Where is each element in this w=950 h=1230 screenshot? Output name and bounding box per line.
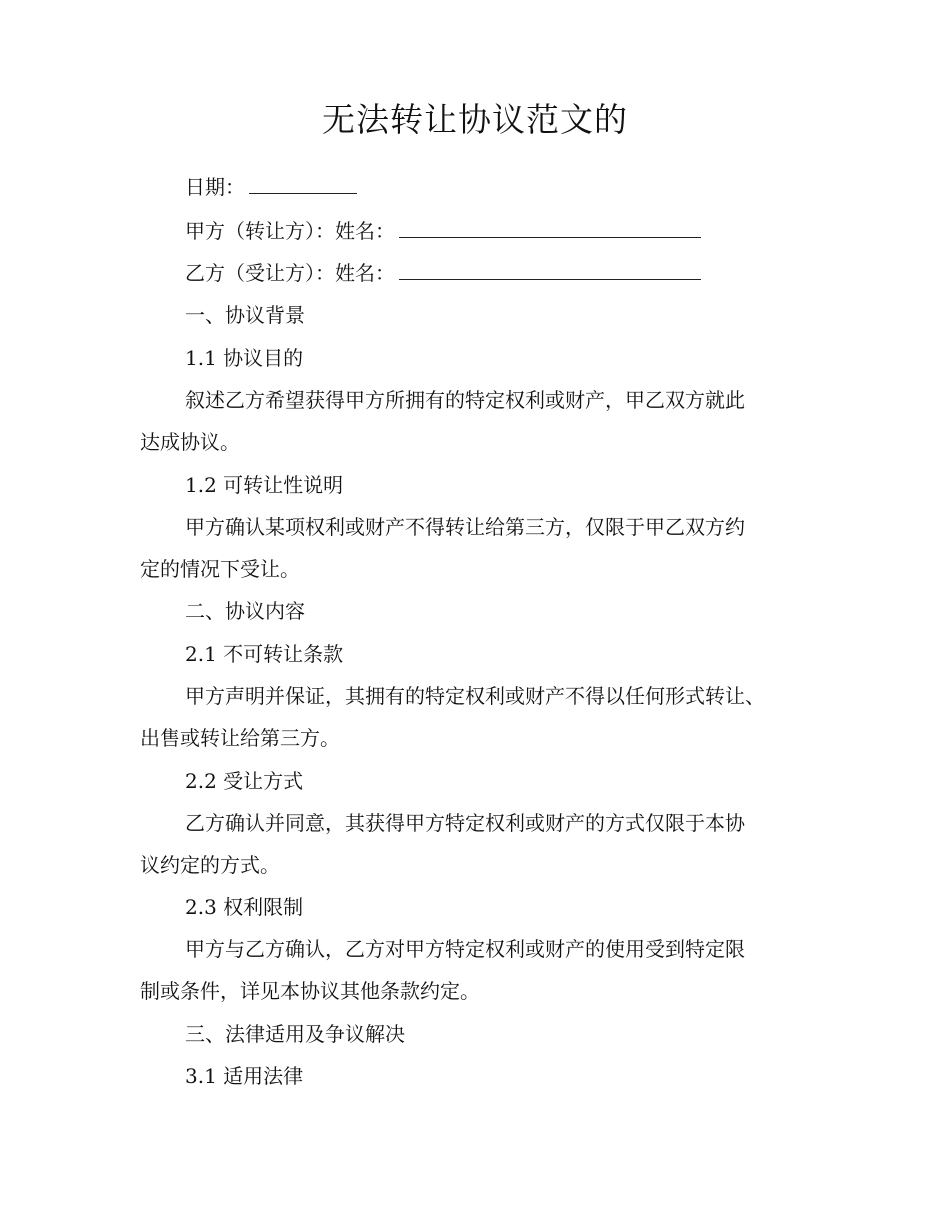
document-title: 无法转让协议范文的	[322, 100, 628, 139]
section-2-3-text-line-1: 甲方与乙方确认，乙方对甲方特定权利或财产的使用受到特定限	[185, 937, 745, 961]
section-1-1-text-line-2: 达成协议。	[140, 430, 240, 454]
section-2-1-text-line-1: 甲方声明并保证，其拥有的特定权利或财产不得以任何形式转让、	[185, 684, 765, 708]
party-a-name-blank	[399, 217, 701, 238]
section-1-2-text-line-1: 甲方确认某项权利或财产不得转让给第三方，仅限于甲乙双方约	[185, 515, 745, 539]
section-1-heading: 一、协议背景	[185, 303, 305, 327]
party-b-name-blank	[399, 259, 701, 280]
date-label: 日期：	[185, 175, 245, 199]
party-b-label: 乙方（受让方）：姓名：	[185, 261, 395, 285]
section-1-2-heading: 1.2 可转让性说明	[185, 473, 344, 497]
party-a-line	[185, 216, 701, 246]
section-2-heading: 二、协议内容	[185, 599, 305, 623]
section-2-2-text-line-2: 议约定的方式。	[140, 853, 280, 877]
section-2-3-text-line-2: 制或条件，详见本协议其他条款约定。	[140, 979, 480, 1003]
date-line	[185, 172, 357, 202]
section-1-2-text-line-2: 定的情况下受让。	[140, 557, 300, 581]
section-2-2-text-line-1: 乙方确认并同意，其获得甲方特定权利或财产的方式仅限于本协	[185, 811, 745, 835]
section-2-3-heading: 2.3 权利限制	[185, 895, 304, 919]
section-2-1-text-line-2: 出售或转让给第三方。	[140, 726, 340, 750]
section-2-1-heading: 2.1 不可转让条款	[185, 642, 344, 666]
date-blank	[249, 173, 357, 194]
section-1-1-heading: 1.1 协议目的	[185, 346, 304, 370]
section-3-1-heading: 3.1 适用法律	[185, 1064, 304, 1088]
section-1-1-text-line-1: 叙述乙方希望获得甲方所拥有的特定权利或财产，甲乙双方就此	[185, 388, 745, 412]
section-2-2-heading: 2.2 受让方式	[185, 769, 304, 793]
section-3-heading: 三、法律适用及争议解决	[185, 1022, 405, 1046]
party-b-line	[185, 258, 701, 288]
party-a-label: 甲方（转让方）：姓名：	[185, 219, 395, 243]
